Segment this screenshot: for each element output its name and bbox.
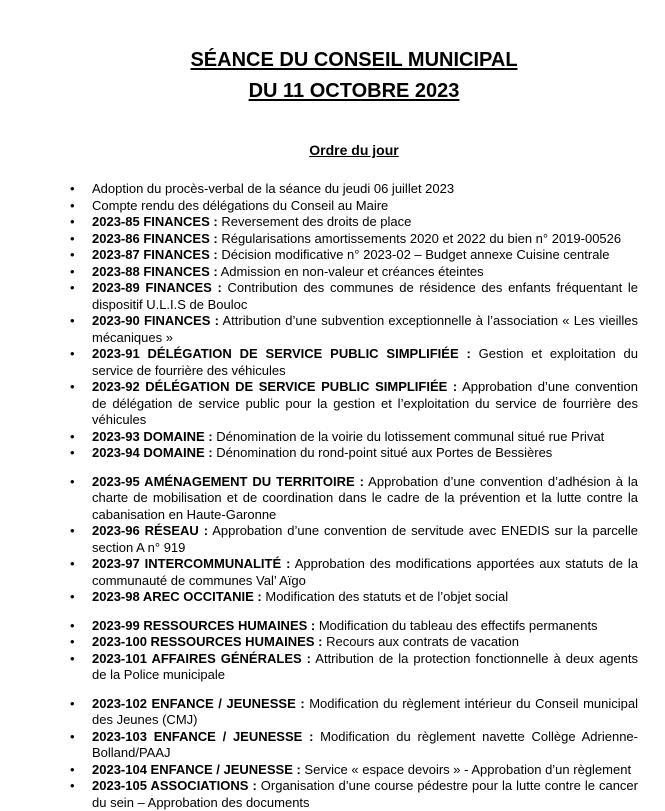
item-text: Service « espace devoirs » - Approbation d’un règlement — [300, 761, 632, 777]
list-item — [0, 231, 665, 248]
item-label: 2023-97 INTERCOMMUNALITÉ : — [92, 556, 291, 571]
item-text: Approbation des modifications apportées aux statuts de la communauté de communes Val’ Aïgo — [92, 556, 638, 588]
list-item — [0, 618, 665, 635]
item-text: Dénomination de la voirie du lotissement communal situé rue Privat — [212, 428, 605, 444]
item-text: Dénomination du rond-point situé aux Portes de Bessières — [212, 445, 553, 460]
item-text: Modification du règlement intérieur du Conseil municipal des Jeunes (CMJ) — [92, 695, 638, 727]
agenda-heading: Ordre du jour — [309, 142, 399, 158]
item-text: Modification du règlement navette Collège Adrienne-Bolland/PAAJ — [92, 728, 638, 760]
list-item — [0, 556, 665, 589]
list-item — [0, 198, 665, 215]
bullet-icon: • — [70, 473, 75, 489]
agenda-list — [0, 181, 665, 811]
item-text: Gestion et exploitation du service de fourrière des véhicules — [92, 346, 638, 378]
bullet-icon: • — [70, 247, 75, 262]
list-item — [0, 214, 665, 231]
item-label: 2023-90 FINANCES : — [92, 313, 219, 328]
list-item — [0, 346, 665, 379]
item-text: Admission en non-valeur et créances éteintes — [217, 263, 484, 279]
bullet-icon: • — [70, 428, 75, 444]
item-label: 2023-87 FINANCES : — [92, 247, 218, 262]
document-title-line2: DU 11 OCTOBRE 2023 — [248, 80, 460, 102]
item-label: 2023-85 FINANCES : — [92, 214, 218, 229]
item-label: 2023-98 AREC OCCITANIE : — [92, 589, 262, 604]
item-label: 2023-95 AMÉNAGEMENT DU TERRITOIRE : — [92, 473, 364, 489]
item-label: 2023-102 ENFANCE / JEUNESSE : — [92, 695, 305, 711]
list-item — [0, 729, 665, 762]
bullet-icon: • — [70, 313, 75, 328]
list-item — [0, 247, 665, 264]
list-item — [0, 429, 665, 446]
bullet-icon: • — [70, 263, 75, 279]
list-item — [0, 379, 665, 429]
list-item — [0, 181, 665, 198]
item-label: 2023-91 DÉLÉGATION DE SERVICE PUBLIC SIMPLIFIÉE : — [92, 346, 471, 361]
item-label: 2023-105 ASSOCIATIONS : — [92, 778, 257, 793]
item-text: Approbation d’une convention de servitude avec ENEDIS sur la parcelle section A n° 919 — [92, 523, 638, 555]
list-item — [0, 264, 665, 281]
bullet-icon: • — [70, 589, 75, 604]
list-item — [0, 523, 665, 556]
item-label: 2023-103 ENFANCE / JEUNESSE : — [92, 728, 314, 744]
item-text: Attribution de la protection fonctionnelle à deux agents de la Police municipale — [92, 650, 638, 682]
list-item — [0, 474, 665, 524]
item-text: Approbation d’une convention d’adhésion à la charte de mobilisation et de coordination dans le cadre de la prévention et la lutte contre la cabanisation en Haute-Garonne — [92, 473, 638, 522]
item-text: Décision modificative n° 2023-02 – Budget annexe Cuisine centrale — [217, 247, 610, 262]
item-label: 2023-101 AFFAIRES GÉNÉRALES : — [92, 650, 311, 666]
item-text: Organisation d’une course pédestre pour la lutte contre le cancer du sein – Approbation des documents — [92, 778, 638, 810]
bullet-icon: • — [70, 181, 75, 196]
bullet-icon: • — [70, 280, 75, 295]
item-text: Attribution d’une subvention exceptionnelle à l’association « Les vieilles mécaniques » — [92, 313, 638, 345]
list-item — [0, 589, 665, 606]
item-text: Approbation d’une convention de délégation de service public pour la gestion et l’exploitation du service de fourrière des véhicules — [92, 379, 638, 427]
bullet-icon: • — [70, 197, 75, 213]
item-text: Adoption du procès-verbal de la séance du jeudi 06 juillet 2023 — [92, 181, 455, 196]
list-item — [0, 778, 665, 811]
list-item — [0, 445, 665, 462]
item-label: 2023-89 FINANCES : — [92, 280, 222, 295]
item-text: Reversement des droits de place — [217, 214, 412, 229]
list-item — [0, 634, 665, 651]
item-label: 2023-104 ENFANCE / JEUNESSE : — [92, 761, 301, 777]
bullet-icon: • — [70, 728, 75, 744]
item-label: 2023-93 DOMAINE : — [92, 428, 213, 444]
bullet-icon: • — [70, 650, 75, 666]
bullet-icon: • — [70, 523, 75, 538]
item-text: Modification des statuts et de l’objet social — [261, 589, 509, 604]
bullet-icon: • — [70, 634, 75, 649]
item-text: Modification du tableau des effectifs permanents — [315, 617, 598, 633]
bullet-icon: • — [70, 761, 75, 777]
list-item — [0, 762, 665, 779]
document-title-line1: SÉANCE DU CONSEIL MUNICIPAL — [190, 49, 518, 71]
list-item — [0, 313, 665, 346]
bullet-icon: • — [70, 556, 75, 571]
item-text: Compte rendu des délégations du Conseil au Maire — [92, 197, 389, 213]
item-label: 2023-100 RESSOURCES HUMAINES : — [92, 634, 323, 649]
item-text: Recours aux contrats de vacation — [322, 634, 520, 649]
bullet-icon: • — [70, 230, 75, 246]
bullet-icon: • — [70, 617, 75, 633]
list-item — [0, 651, 665, 684]
bullet-icon: • — [70, 778, 75, 793]
item-text: Régularisations amortissements 2020 et 2022 du bien n° 2019-00526 — [217, 230, 622, 246]
item-label: 2023-94 DOMAINE : — [92, 445, 213, 460]
list-item — [0, 280, 665, 313]
item-text: Contribution des communes de résidence des enfants fréquentant le dispositif U.L.I.S de Bouloc — [92, 280, 638, 312]
item-label: 2023-86 FINANCES : — [92, 230, 218, 246]
bullet-icon: • — [70, 214, 75, 229]
bullet-icon: • — [70, 445, 75, 460]
item-label: 2023-92 DÉLÉGATION DE SERVICE PUBLIC SIMPLIFIÉE : — [92, 379, 458, 394]
list-item — [0, 696, 665, 729]
bullet-icon: • — [70, 695, 75, 711]
bullet-icon: • — [70, 346, 75, 361]
item-label: 2023-99 RESSOURCES HUMAINES : — [92, 617, 316, 633]
bullet-icon: • — [70, 379, 75, 394]
item-label: 2023-96 RÉSEAU : — [92, 523, 209, 538]
item-label: 2023-88 FINANCES : — [92, 263, 218, 279]
